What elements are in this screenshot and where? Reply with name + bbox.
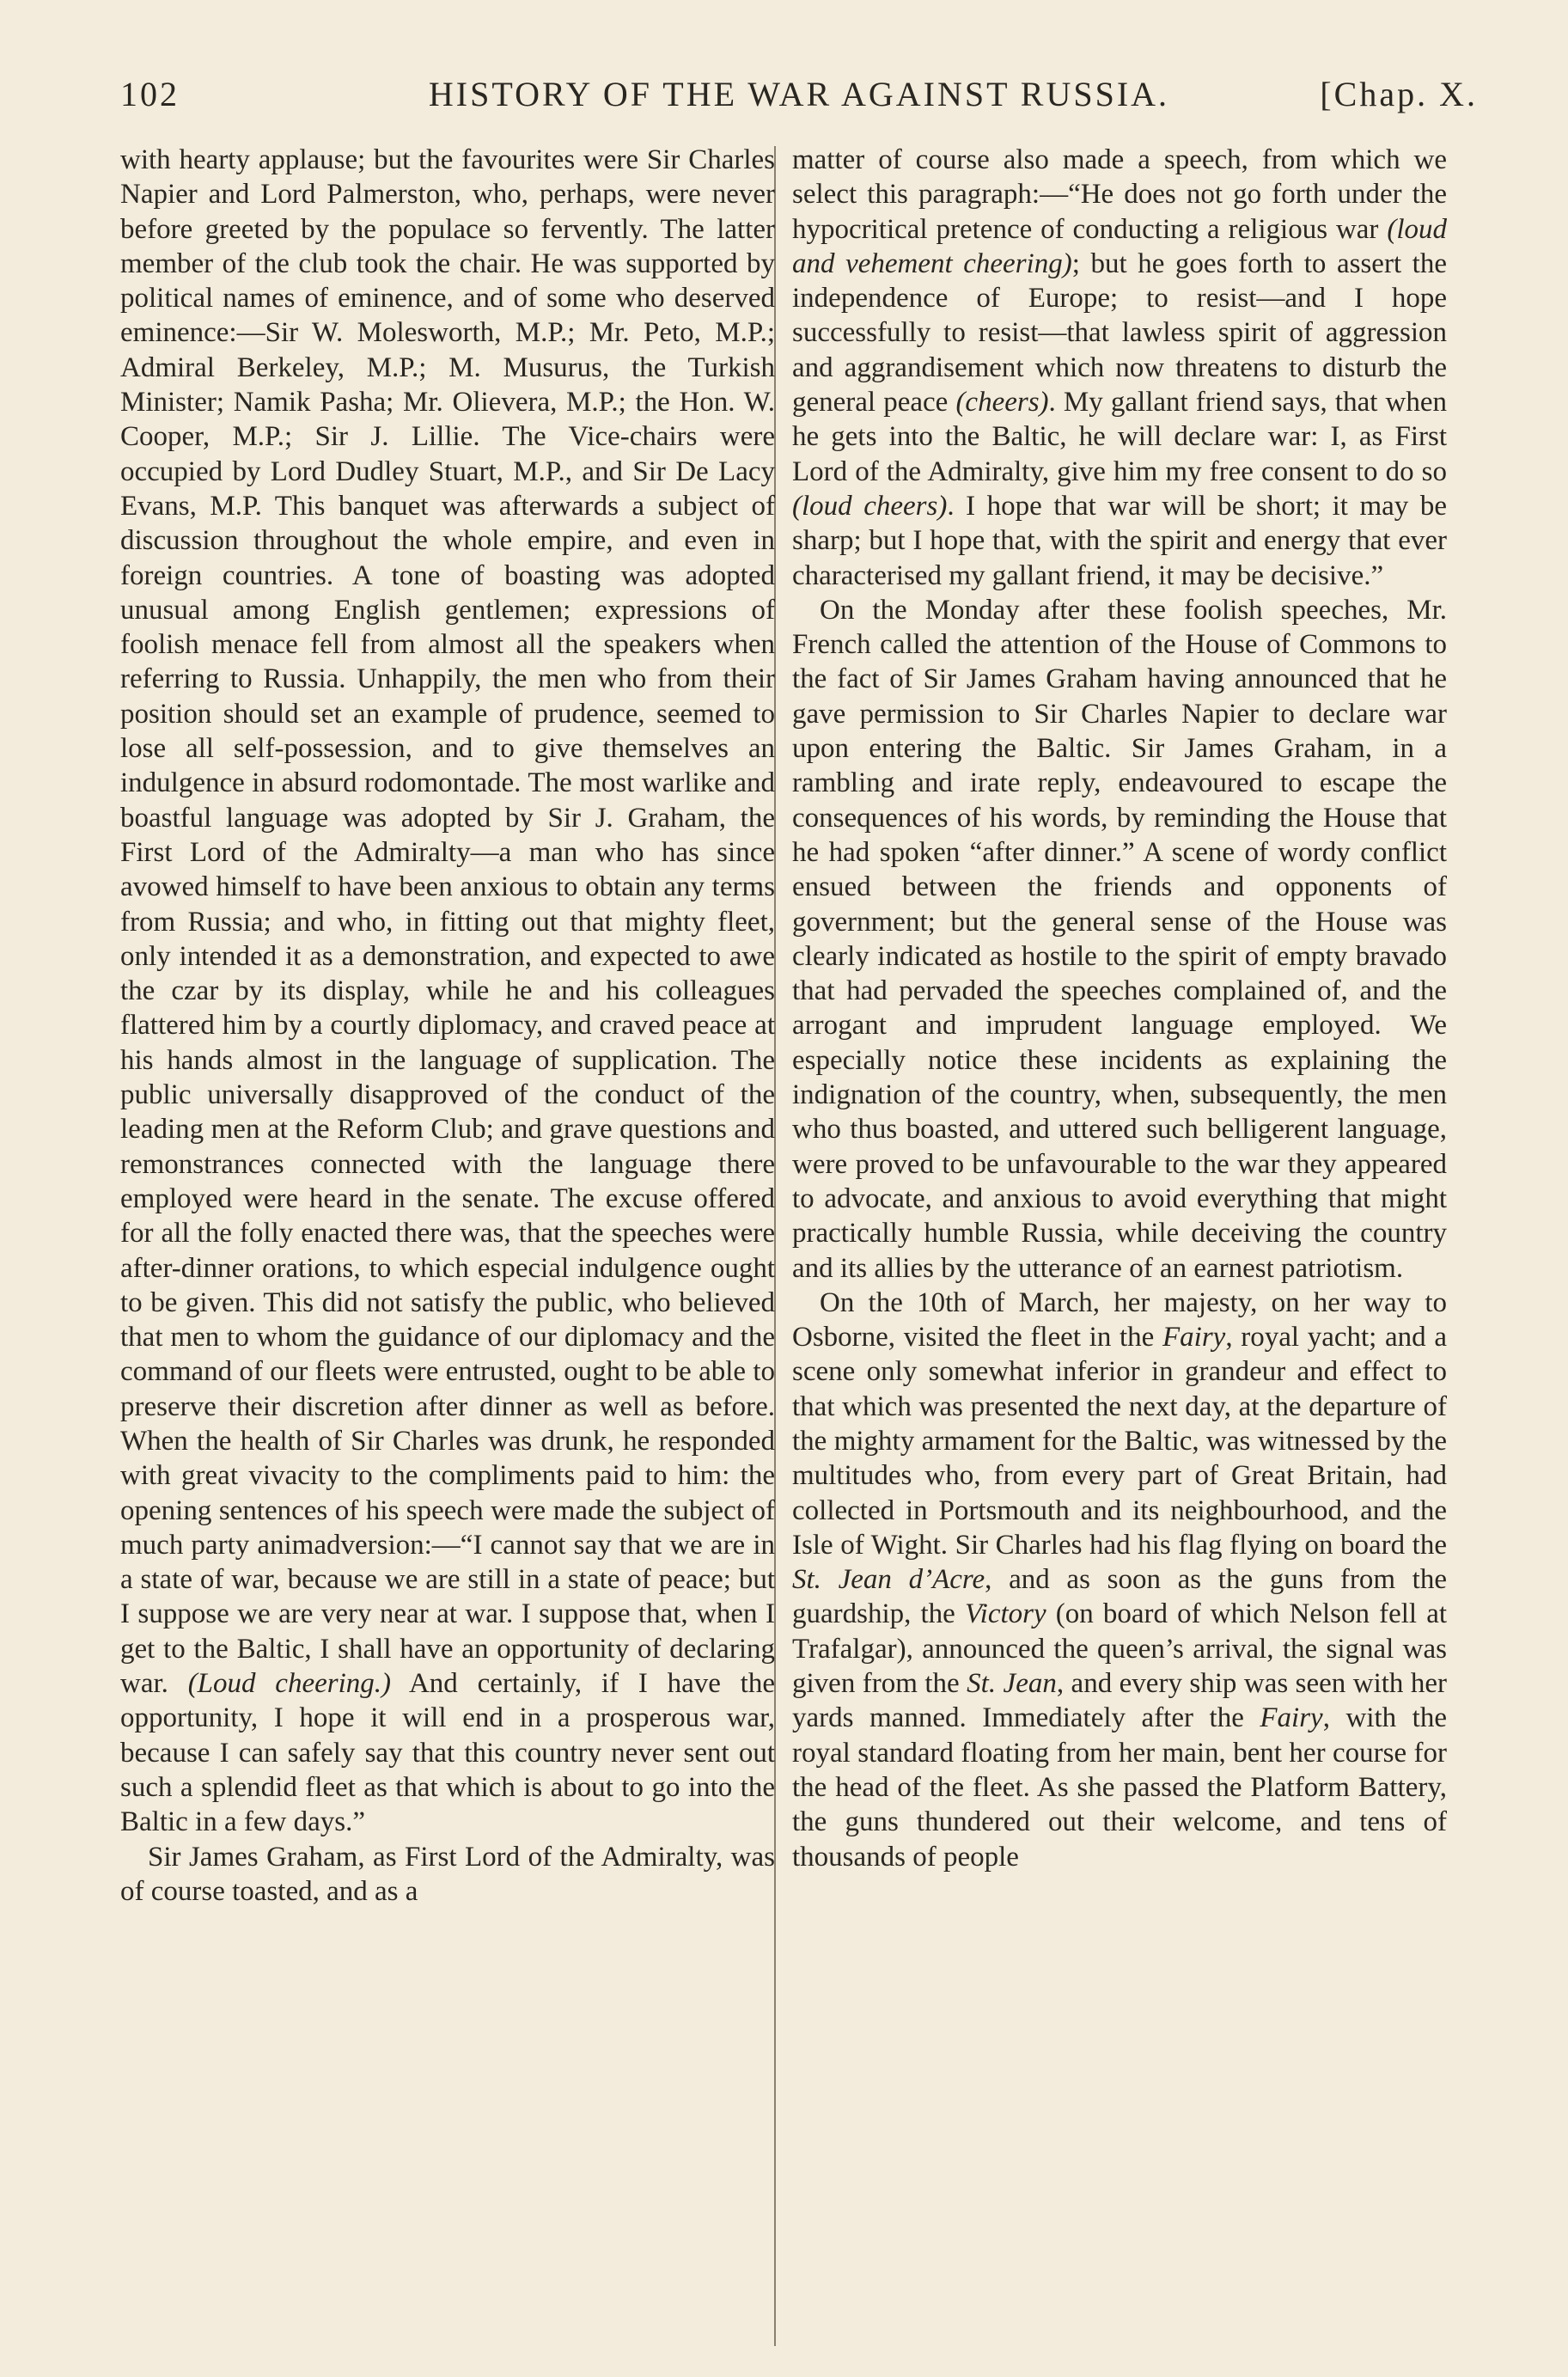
right-paragraph-1: [792, 143, 1447, 593]
left-paragraph-2: Sir James Graham, as First Lord of the Admiralty, was of course toasted, and as a: [120, 1841, 775, 1907]
left-column: [120, 143, 775, 2343]
right-p1-d: . I hope that war will be short; it may be sharp; but I hope that, with the spirit and energy that ever characterised my gallant friend, it may be decisive.”: [792, 490, 1447, 591]
right-p3-f: , with the royal standard floating from her main, bent her course for the head of the fleet. As she passed the Platform Battery, the guns thundered out their welcome, and tens of thousands of people: [792, 1702, 1447, 1873]
right-paragraph-3: [792, 1286, 1447, 1874]
left-paragraph-1: [120, 143, 775, 1840]
page-number: 102: [120, 75, 180, 113]
right-p1-c: . My gallant friend says, that when he gets into the Baltic, he will declare war: I, as First Lord of the Admiralty, give him my free consent to do so: [792, 387, 1448, 487]
right-p3-italic-1: Fairy: [1162, 1322, 1226, 1353]
right-p3-e: , and every ship was seen with her yards manned. Immediately after the: [792, 1668, 1448, 1734]
right-p1-italic-2: (cheers): [955, 387, 1049, 419]
running-title: HISTORY OF THE WAR AGAINST RUSSIA.: [428, 75, 1170, 113]
right-p3-b: , royal yacht; and a scene only somewhat inferior in grandeur and effect to that which was presented the next day, at the departure of the mighty armament for the Baltic, was witnessed by the multitudes who, from every part of Great Britain, had collected in Portsmouth and its neighbourhood, and the Isle of Wight. Sir Charles had his flag flying on board the: [792, 1322, 1447, 1561]
right-column: [792, 143, 1447, 2343]
right-p1-italic-1: (loud and vehement cheering): [792, 213, 1448, 279]
right-paragraph-2: On the Monday after these foolish speeches, Mr. French called the attention of the House of Commons to the fact of Sir James Graham having announced that he gave permission to Sir Charles Napier to declare war upon entering the Baltic. Sir James Graham, in a rambling and irate reply, endeavoured to escape the consequences of his words, by reminding the House that he had spoken “after dinner.” A scene of wordy conflict ensued between the friends and opponents of government; but the general sense of the House was clearly indicated as hostile to the spirit of empty bravado that had pervaded the speeches complained of, and the arrogant and imprudent language employed. We especially notice these incidents as explaining the indignation of the country, when, subsequently, the men who thus boasted, and uttered such belligerent language, were proved to be unfavourable to the war they appeared to advocate, and anxious to avoid everything that might practically humble Russia, while deceiving the country and its allies by the utterance of an earnest patriotism.: [792, 594, 1447, 1284]
running-header: [120, 74, 1478, 125]
right-p3-italic-5: Fairy: [1260, 1702, 1323, 1734]
right-p1-italic-3: (loud cheers): [792, 490, 948, 522]
right-p1-b: ; but he goes forth to assert the independence of Europe; to resist—and I hope successfully to resist—that lawless spirit of aggression and aggrandisement which now threatens to disturb the general peace: [792, 247, 1448, 419]
right-p1-a: matter of course also made a speech, from which we select this paragraph:—“He does not go forth under the hypocritical pretence of conducting a religious war: [792, 144, 1447, 245]
left-p1-text: with hearty applause; but the favourites were Sir Charles Napier and Lord Palmerston, who, perhaps, were never before greeted by the populace so fervently. The latter member of the club took the chair. He was supported by political names of eminence, and of some who deserved eminence:—Sir W. Molesworth, M.P.; Mr. Peto, M.P.; Admiral Berkeley, M.P.; M. Musurus, the Turkish Minister; Namik Pasha; Mr. Olievera, M.P.; the Hon. W. Cooper, M.P.; Sir J. Lillie. The Vice-chairs were occupied by Lord Dudley Stuart, M.P., and Sir De Lacy Evans, M.P. This banquet was afterwards a subject of discussion throughout the whole empire, and even in foreign countries. A tone of boasting was adopted unusual among English gentlemen; expressions of foolish menace fell from almost all the speakers when referring to Russia. Unhappily, the men who from their position should set an example of prudence, seemed to lose all self-possession, and to give themselves an indulgence in absurd rodomontade. The most warlike and boastful language was adopted by Sir J. Graham, the First Lord of the Admiralty—a man who has since avowed himself to have been anxious to obtain any terms from Russia; and who, in fitting out that mighty fleet, only intended it as a demonstration, and expected to awe the czar by its display, while he and his colleagues flattered him by a courtly diplomacy, and craved peace at his hands almost in the language of supplication. The public universally disapproved of the conduct of the leading men at the Reform Club; and grave questions and remonstrances connected with the language there employed were heard in the senate. The excuse offered for all the folly enacted there was, that the speeches were after-dinner orations, to which especial indulgence ought to be given. This did not satisfy the public, who believed that men to whom the guidance of our diplomacy and the command of our fleets were entrusted, ought to be able to preserve their discretion after dinner as well as before. When the health of Sir Charles was drunk, he responded with great vivacity to the compliments paid to him: the opening sentences of his speech were made the subject of much party animadversion:—“I cannot say that we are in a state of war, because we are still in a state of peace; but I suppose we are very near at war. I suppose that, when I get to the Baltic, I shall have an opportunity of declaring war.: [120, 144, 775, 1700]
right-p3-a: On the 10th of March, her majesty, on her way to Osborne, visited the fleet in the: [792, 1286, 1447, 1353]
right-p3-d: (on board of which Nelson fell at Trafalgar), announced the queen’s arrival, the signal was given from the: [792, 1598, 1448, 1700]
chapter-label: [Chap. X.: [1320, 75, 1478, 113]
left-p1-italic: (Loud cheering.): [187, 1668, 391, 1700]
right-p3-c: , and as soon as the guns from the guardship, the: [792, 1564, 1447, 1630]
left-p1-end: And certainly, if I have the opportunity, I hope it will end in a prosperous war, because I can safely say that this country never sent out such a splendid fleet as that which is about to go into the Baltic in a few days.”: [120, 1668, 775, 1838]
right-p3-italic-3: Victory: [964, 1598, 1046, 1630]
right-p3-italic-2: St. Jean d’Acre: [792, 1564, 985, 1596]
right-p3-italic-4: St. Jean: [967, 1668, 1057, 1700]
